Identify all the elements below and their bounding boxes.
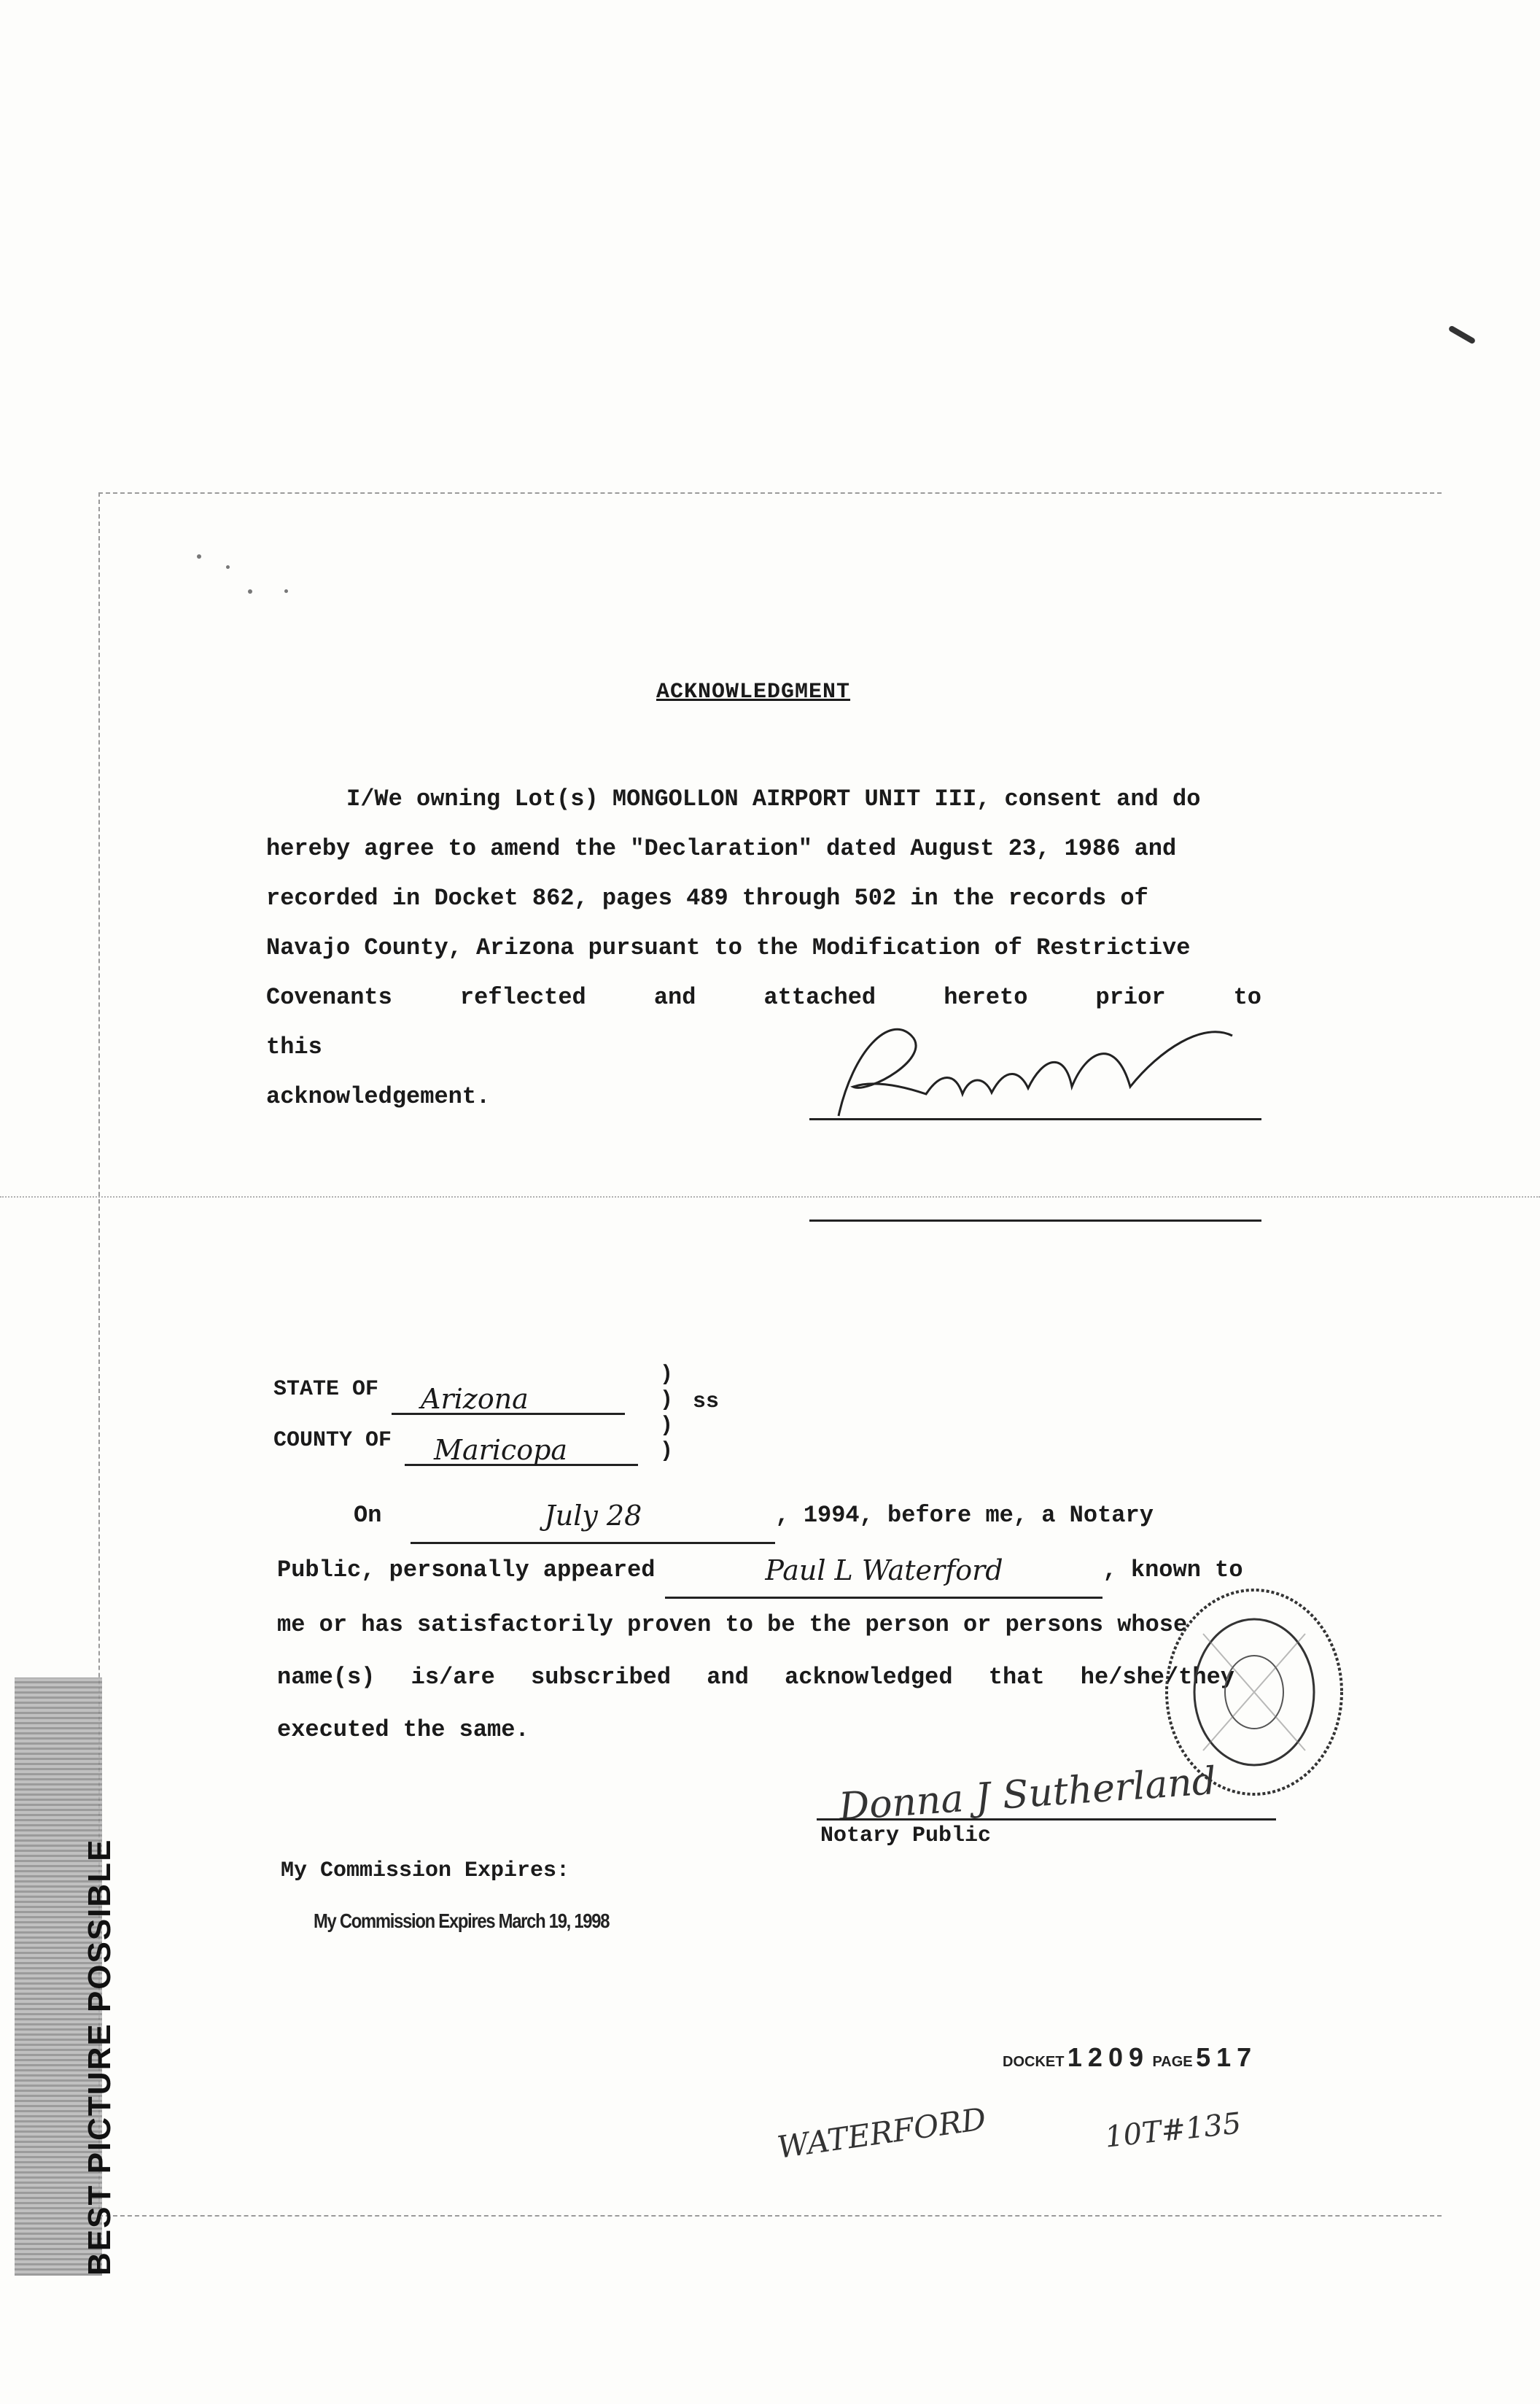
ss-label: ss bbox=[693, 1389, 720, 1414]
ack-date: July 28 bbox=[411, 1489, 775, 1544]
notary-signature: Donna J Sutherland bbox=[837, 1759, 1218, 1830]
ack-public-text: Public, personally appeared bbox=[277, 1556, 656, 1583]
ack-line-4: name(s) is/are subscribed and acknowledged that he/she/they bbox=[277, 1664, 1234, 1691]
consent-line-3: recorded in Docket 862, pages 489 through 502 in the records of bbox=[266, 885, 1148, 912]
ack-known-to: , known to bbox=[1102, 1556, 1243, 1583]
second-signature-line bbox=[809, 1220, 1261, 1222]
county-row bbox=[273, 1415, 638, 1466]
ack-line-3: me or has satisfactorily proven to be the person or persons whose bbox=[277, 1611, 1188, 1638]
ack-line-1 bbox=[277, 1489, 1272, 1544]
document-title: ACKNOWLEDGMENT bbox=[656, 680, 851, 705]
speck bbox=[1448, 325, 1477, 345]
speck bbox=[226, 565, 230, 569]
state-row bbox=[273, 1364, 638, 1415]
owner-signature-line bbox=[809, 1118, 1261, 1120]
page-label: PAGE bbox=[1152, 2054, 1193, 2070]
consent-line-1: I/We owning Lot(s) MONGOLLON AIRPORT UNIT III, consent and do bbox=[346, 786, 1201, 813]
signature-scribble-icon bbox=[824, 1007, 1261, 1123]
acknowledgment-paragraph bbox=[277, 1489, 1272, 1756]
commission-stamp: My Commission Expires March 19, 1998 bbox=[314, 1909, 610, 1932]
speck bbox=[248, 589, 252, 594]
consent-line-5: Covenants reflected and attached hereto prior to this bbox=[266, 984, 1261, 1061]
annotation-lot: 10T#135 bbox=[1103, 2106, 1243, 2155]
ack-person: Paul L Waterford bbox=[665, 1544, 1102, 1599]
docket-number: 1209 bbox=[1067, 2042, 1149, 2072]
ack-line-5: executed the same. bbox=[277, 1716, 529, 1743]
speck bbox=[197, 554, 201, 559]
consent-line-2: hereby agree to amend the "Declaration" dated August 23, 1986 and bbox=[266, 835, 1177, 862]
ack-line-2 bbox=[277, 1544, 1272, 1599]
county-value: Maricopa bbox=[405, 1434, 638, 1466]
side-banner-text: BEST PICTURE POSSIBLE bbox=[82, 1838, 117, 2276]
consent-line-4: Navajo County, Arizona pursuant to the Modification of Restrictive bbox=[266, 934, 1191, 961]
fold-line bbox=[0, 1196, 1540, 1198]
state-value: Arizona bbox=[392, 1383, 625, 1415]
ack-year-text: , 1994, before me, a Notary bbox=[775, 1502, 1154, 1529]
page-number: 517 bbox=[1196, 2042, 1258, 2072]
owner-signature bbox=[824, 1007, 1261, 1123]
docket-stamp bbox=[1003, 2042, 1257, 2073]
ack-on: On bbox=[354, 1502, 382, 1529]
state-label: STATE OF bbox=[273, 1377, 379, 1402]
consent-line-6: acknowledgement. bbox=[266, 1083, 491, 1110]
venue-block bbox=[273, 1364, 638, 1466]
page-border bbox=[98, 492, 1442, 2217]
venue-brackets: ) ) ) ) bbox=[660, 1362, 674, 1464]
county-label: COUNTY OF bbox=[273, 1428, 392, 1453]
docket-label: DOCKET bbox=[1003, 2054, 1065, 2070]
notary-signature-line bbox=[817, 1818, 1276, 1821]
annotation-name: WATERFORD bbox=[774, 2101, 989, 2165]
speck bbox=[284, 589, 288, 593]
commission-label: My Commission Expires: bbox=[281, 1858, 570, 1883]
notary-label: Notary Public bbox=[820, 1823, 992, 1848]
